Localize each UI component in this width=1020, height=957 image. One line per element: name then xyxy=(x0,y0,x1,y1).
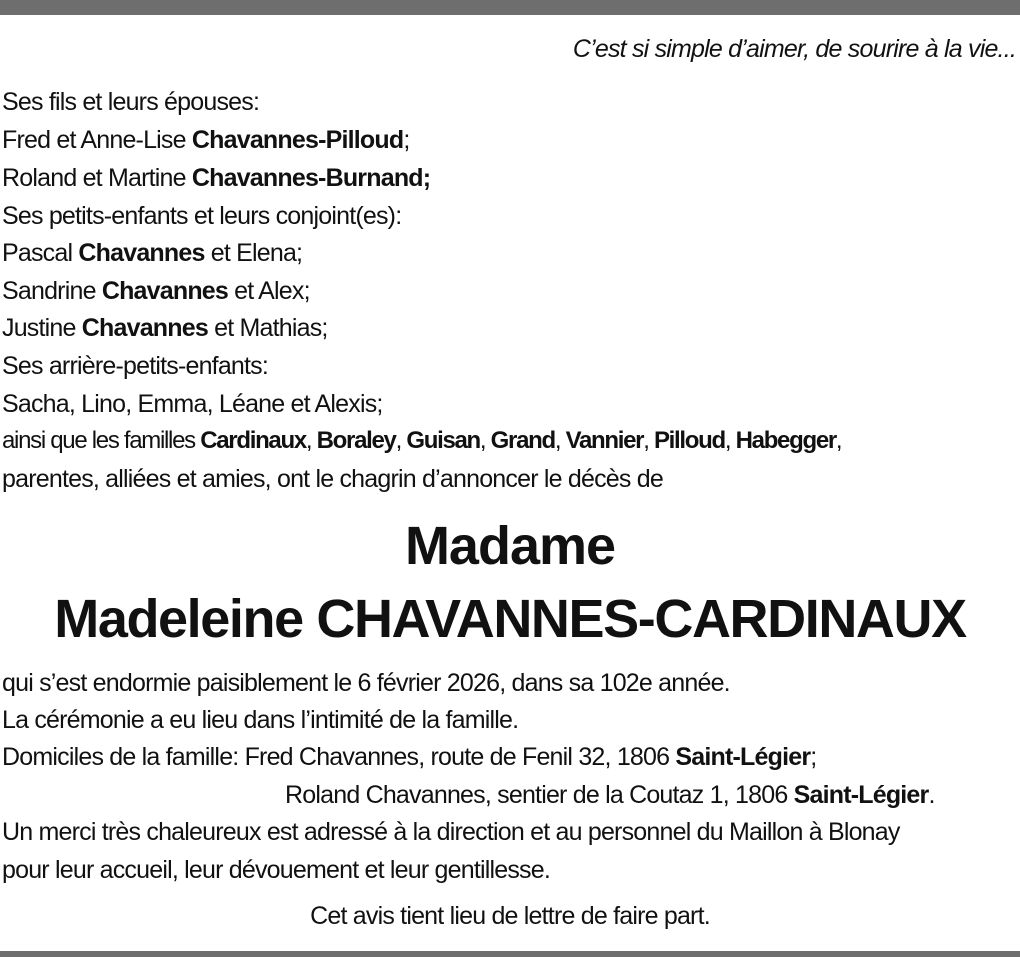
family-name: Habegger xyxy=(735,427,836,454)
grandchild-line-3 xyxy=(2,313,328,343)
families-end: , xyxy=(835,427,842,454)
family-name: Vannier xyxy=(565,427,644,454)
gc2-surname: Chavannes xyxy=(101,277,229,305)
family-name: Grand xyxy=(490,427,555,454)
domicile-town: Saint-Légier xyxy=(675,743,811,771)
gc2-end: et Alex; xyxy=(228,277,310,305)
deceased-title: Madame xyxy=(404,516,616,576)
bottom-border xyxy=(0,951,1020,957)
great-grandchildren-list: Sacha, Lino, Emma, Léane et Alexis; xyxy=(2,390,383,418)
separator: , xyxy=(554,427,566,454)
domicile-line-2 xyxy=(285,780,935,810)
son-line-2 xyxy=(2,163,430,193)
domicile2-text: Roland Chavannes, sentier de la Coutaz 1, 1806 xyxy=(285,781,794,809)
families-line xyxy=(2,426,841,456)
announcement-line: parentes, alliées et amies, ont le chagrin d’annoncer le décès de xyxy=(2,465,663,493)
son1-first: Fred et Anne-Lise xyxy=(2,126,192,154)
thanks-line-1: Un merci très chaleureux est adressé à la direction et au personnel du Maillon à Blonay xyxy=(2,818,900,846)
separator: , xyxy=(479,427,491,454)
separator: , xyxy=(305,427,317,454)
domicile-line-1 xyxy=(2,742,816,772)
family-name: Pilloud xyxy=(653,427,725,454)
gc3-surname: Chavannes xyxy=(81,314,208,342)
son2-surname: Chavannes-Burnand; xyxy=(191,164,431,192)
families-intro: ainsi que les familles xyxy=(2,427,201,454)
deceased-name: Madeleine CHAVANNES-CARDINAUX xyxy=(54,589,966,649)
ceremony-line: La cérémonie a eu lieu dans l’intimité de la famille. xyxy=(2,706,519,734)
top-border xyxy=(0,0,1020,15)
gc1-end: et Elena; xyxy=(204,239,303,267)
great-grandchildren-heading: Ses arrière-petits-enfants: xyxy=(2,352,269,380)
domicile-end: ; xyxy=(810,743,817,771)
domicile-text: Domiciles de la famille: Fred Chavannes, route de Fenil 32, 1806 xyxy=(2,743,676,771)
gc1-surname: Chavannes xyxy=(78,239,205,267)
son2-first: Roland et Martine xyxy=(2,164,192,192)
gc2-first: Sandrine xyxy=(2,277,102,305)
passing-line: qui s’est endormie paisiblement le 6 février 2026, dans sa 102e année. xyxy=(2,669,730,697)
thanks-line-2: pour leur accueil, leur dévouement et leur gentillesse. xyxy=(2,856,551,884)
gc3-first: Justine xyxy=(2,314,82,342)
notice-line: Cet avis tient lieu de lettre de faire part. xyxy=(310,902,710,930)
family-name: Boraley xyxy=(316,427,396,454)
sons-heading: Ses fils et leurs épouses: xyxy=(2,88,260,116)
grandchildren-heading: Ses petits-enfants et leurs conjoint(es): xyxy=(2,202,402,230)
grandchild-line-2 xyxy=(2,276,310,306)
grandchild-line-1 xyxy=(2,238,302,268)
gc3-end: et Mathias; xyxy=(207,314,328,342)
son1-end: ; xyxy=(403,126,410,154)
gc1-first: Pascal xyxy=(2,239,79,267)
family-name: Cardinaux xyxy=(200,427,306,454)
domicile2-town: Saint-Légier xyxy=(793,781,929,809)
domicile2-end: . xyxy=(928,781,935,809)
separator: , xyxy=(724,427,736,454)
son1-surname: Chavannes-Pilloud xyxy=(191,126,404,154)
separator: , xyxy=(395,427,407,454)
son-line-1 xyxy=(2,125,409,155)
family-name: Guisan xyxy=(406,427,480,454)
epigraph: C’est si simple d’aimer, de sourire à la vie... xyxy=(572,35,1016,63)
separator: , xyxy=(643,427,654,454)
